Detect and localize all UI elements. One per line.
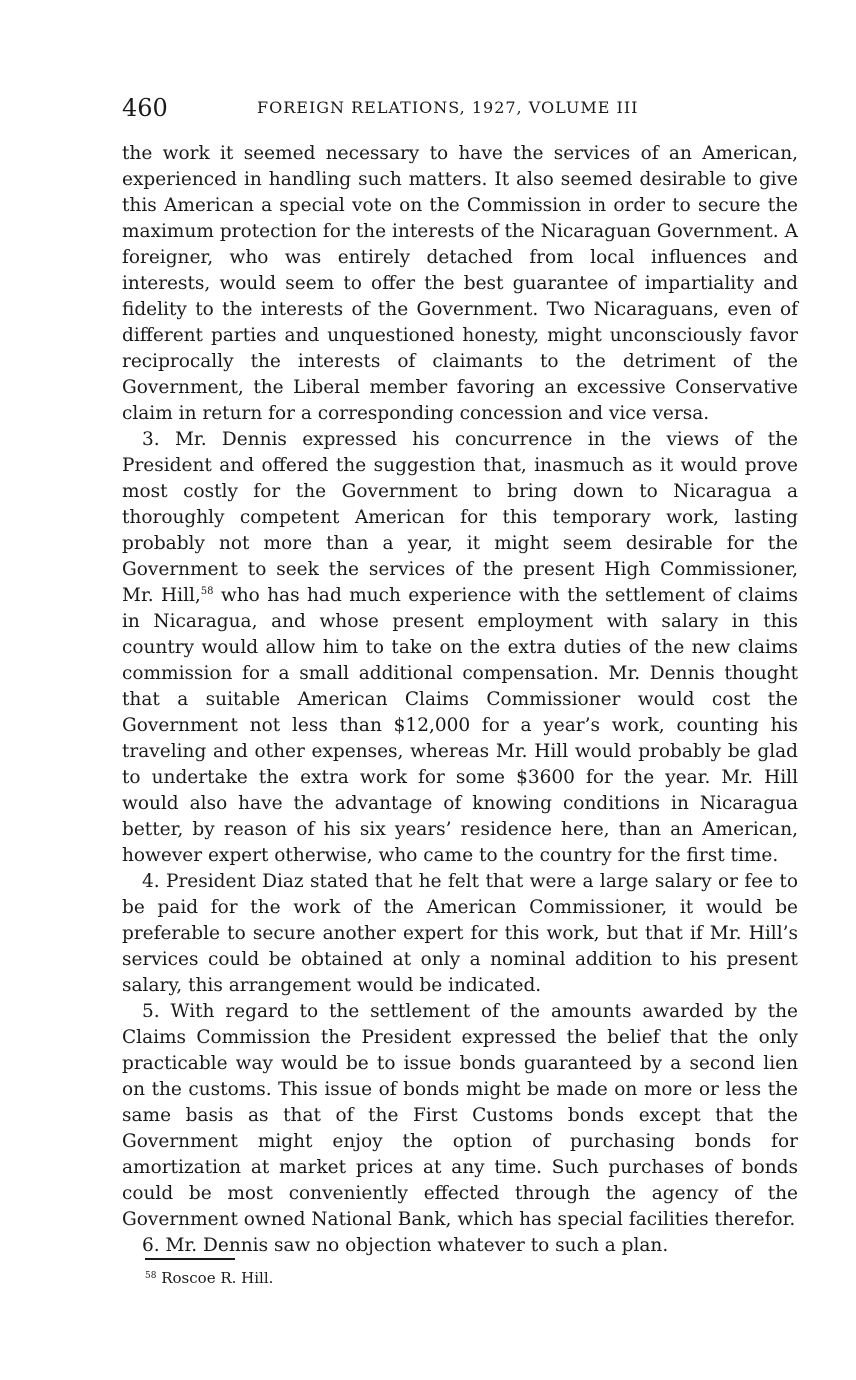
running-head <box>122 94 802 124</box>
paragraph-4: 4. President Diaz stated that he felt that were a large salary or fee to be paid for the work of the American Commissioner, it would be preferable to secure another expert for this work, but that if Mr. Hill’s services could be obtained at only a nominal addition to his present salary, this arrangement would be indicated. <box>122 871 798 996</box>
paragraph-3-text-a: 3. Mr. Dennis expressed his concurrence in the views of the President and offered the suggestion that, inasmuch as it would prove most costly for the Government to bring down to Nicaragua a thoroughly competent American for this temporary work, lasting probably not more than a year, it might seem desirable for the Government to seek the services of the present High Commissioner, Mr. Hill, <box>122 429 798 606</box>
paragraph-6: 6. Mr. Dennis saw no objection whatever to such a plan. <box>142 1235 669 1256</box>
paragraph-5: 5. With regard to the settlement of the amounts awarded by the Claims Commission the President expressed the belief that the only practicable way would be to issue bonds guaranteed by a second lien on the customs. This issue of bonds might be made on more or less the same basis as that of the First Customs bonds except that the Government might enjoy the option of purchasing bonds for amortization at market prices at any time. Such purchases of bonds could be most conveniently effected through the agency of the Government owned National Bank, which has special facilities therefor. <box>122 1001 798 1230</box>
body-text <box>122 141 798 1259</box>
footnote-marker: 58 <box>145 1271 157 1281</box>
footnote-reference[interactable]: 58 <box>200 586 214 597</box>
paragraph-3-text-b: who has had much experience with the settlement of claims in Nicaragua, and whose present employment with salary in this country would allow him to take on the extra duties of the new claims commission for a small additional compensation. Mr. Dennis thought that a suitable American Claims Commissioner would cost the Government not less than $12,000 for a year’s work, counting his traveling and other expenses, whereas Mr. Hill would probably be glad to undertake the extra work for some $3600 for the year. Mr. Hill would also have the advantage of knowing conditions in Nicaragua better, by reason of his six years’ residence here, than an American, however expert otherwise, who came to the country for the first time. <box>122 585 799 866</box>
running-title: FOREIGN RELATIONS, 1927, VOLUME III <box>257 98 639 117</box>
paragraph-continued: the work it seemed necessary to have the services of an American, experienced in handling such matters. It also seemed desirable to give this American a special vote on the Commission in order to secure the maximum protection for the interests of the Nicaraguan Government. A foreigner, who was entirely detached from local influences and interests, would seem to offer the best guarantee of impartiality and fidelity to the interests of the Government. Two Nicaraguans, even of different parties and unquestioned honesty, might unconsciously favor reciprocally the interests of claimants to the detriment of the Government, the Liberal member favoring an excessive Conservative claim in return for a corresponding concession and vice versa. <box>122 143 798 424</box>
footnote <box>145 1268 273 1288</box>
page-number: 460 <box>122 94 168 122</box>
footnote-text: Roscoe R. Hill. <box>161 1269 274 1287</box>
footnote-divider <box>145 1258 235 1260</box>
paragraph-3 <box>122 427 798 869</box>
